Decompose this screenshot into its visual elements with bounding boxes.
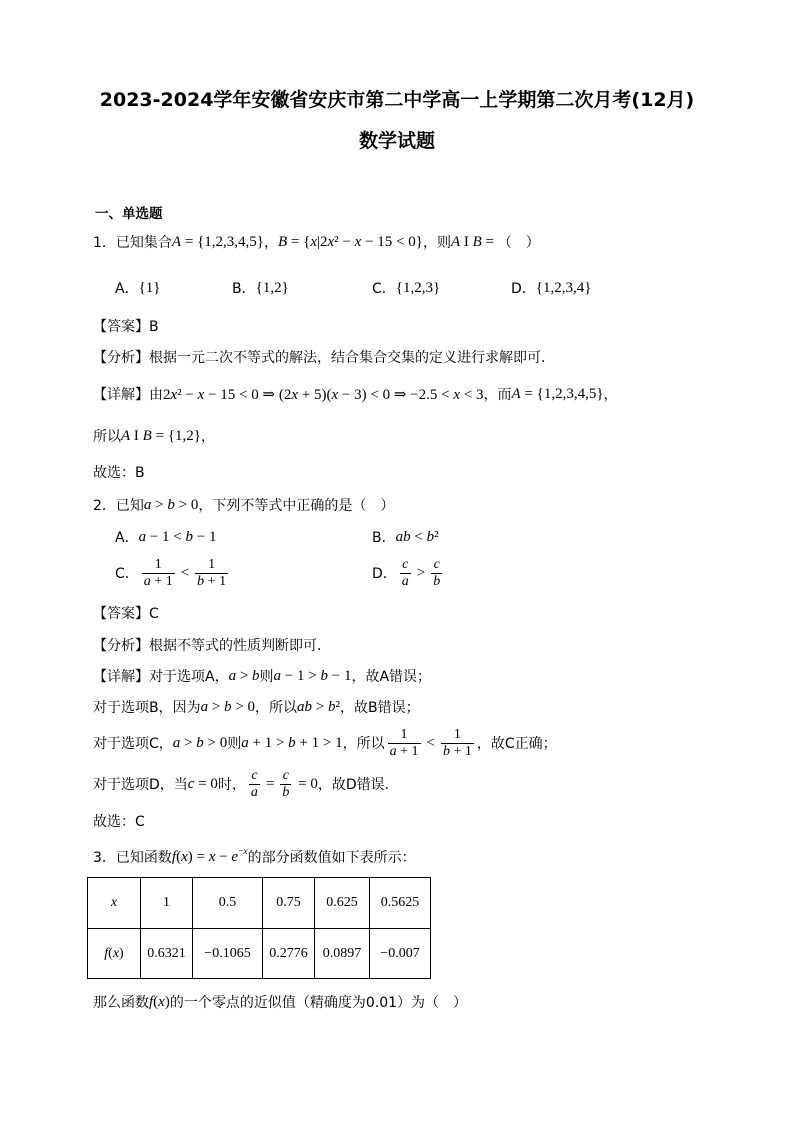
fraction [400, 557, 411, 590]
set-a: A = {1,2,3,4,5} [511, 385, 604, 402]
table-cell: −0.007 [370, 929, 431, 979]
q3-question-text: 的一个零点的近似值（精确度为0.01）为（ ） [169, 995, 468, 1011]
q1-stem [93, 230, 540, 254]
math-variable: b [196, 734, 204, 751]
math-variable: a [228, 667, 237, 684]
math-variable: e [231, 848, 239, 865]
detail-connector: 时， [217, 777, 246, 793]
exam-title: 2023-2024学年安徽省安庆市第二中学高一上学期第二次月考(12月) [99, 89, 695, 111]
inequality-derivation: 2x² − x − 15 < 0 ⇒ (2x + 5)(x − 3) < 0 ⇒ −2.5 < x < 3 [163, 386, 484, 403]
option-label: B． [372, 530, 396, 546]
math-variable: A [511, 385, 521, 402]
detail-conclusion: ，故B错误； [340, 700, 420, 716]
punctuation: ， [200, 429, 215, 445]
table-row-header [88, 878, 141, 929]
operator: = [265, 775, 275, 792]
q2-option-b [372, 525, 439, 549]
operator: > [416, 564, 426, 581]
math-variable: A [121, 427, 131, 444]
answer-text: 【答案】B [93, 319, 159, 335]
fraction [388, 727, 421, 760]
fraction-denominator [249, 784, 260, 801]
q1-detail-line-1 [93, 382, 618, 406]
q1-option-d [511, 276, 591, 300]
option-label: D． [372, 566, 397, 582]
math-variable: b [328, 698, 336, 715]
q2-lead: 2．已知 [93, 498, 144, 514]
fraction-denominator [280, 784, 291, 801]
math-variable: x [197, 386, 205, 403]
fraction [280, 768, 291, 801]
option-value: {1,2,3,4} [535, 279, 592, 296]
math-variable: a [250, 784, 258, 800]
q3-question [93, 990, 467, 1014]
q2-detail-a [93, 664, 431, 688]
answer-blank: （ ） [497, 235, 540, 251]
table-row-header: f(x) [88, 929, 141, 979]
math-variable: x [354, 233, 362, 250]
table-cell: 0.5 [193, 878, 263, 929]
fraction-denominator [400, 573, 411, 590]
math-variable: x [291, 386, 298, 403]
option-label: C． [115, 566, 139, 582]
math-variable: c [187, 775, 195, 792]
math-variable: B [472, 233, 482, 250]
table-cell: 0.6321 [141, 929, 193, 979]
math-variable: x [110, 895, 118, 910]
math-variable: f [104, 945, 109, 961]
math-variable: A [450, 233, 461, 250]
detail-connector: ，所以 [255, 700, 298, 716]
math-variable: b [304, 698, 313, 715]
table-cell: −0.1065 [193, 929, 263, 979]
math-variable: b [426, 528, 435, 545]
option-label: A． [115, 530, 139, 546]
q2-detail-b [93, 695, 420, 719]
option-value: {1,2} [255, 279, 289, 296]
math-expression: c = 0 [187, 775, 218, 792]
option-value: a − 1 < b − 1 [138, 528, 217, 545]
fraction-denominator: a + 1 [143, 573, 173, 589]
detail-lead: 对于选项C， [93, 736, 173, 752]
intersection-result: A I B = {1,2} [121, 427, 201, 444]
math-variable: x [158, 993, 165, 1010]
math-variable: a [401, 573, 409, 589]
q1-option-c [372, 276, 440, 300]
math-variable: a [200, 698, 209, 715]
fraction-numerator [280, 768, 291, 784]
math-variable: b [320, 667, 328, 684]
math-variable: b [185, 528, 194, 545]
math-variable: b [403, 528, 411, 545]
detail-conclusion: ，故C正确； [476, 736, 557, 752]
detail-lead: 所以 [93, 429, 121, 445]
detail-connector: ，而 [483, 387, 512, 403]
set-a: A = {1,2,3,4,5} [171, 233, 264, 250]
section-heading-text: 一、单选题 [95, 206, 163, 222]
math-expression: a > b > 0 [172, 734, 228, 751]
analysis-text: 【分析】根据一元二次不等式的解法，结合集合交集的定义进行求解即可. [93, 350, 546, 366]
operator: < [426, 734, 435, 751]
detail-lead: 对于选项D，当 [93, 777, 188, 793]
q2-analysis [93, 633, 321, 657]
math-variable: x [170, 386, 178, 403]
math-expression: ab > b² [297, 698, 341, 715]
fraction-numerator: 1 [453, 726, 461, 742]
set-b: B = {x|2x² − x − 15 < 0} [277, 233, 423, 250]
fraction-denominator: a + 1 [389, 743, 419, 759]
function-value-table [87, 877, 431, 979]
table-cell: 0.0897 [315, 929, 370, 979]
math-variable: a [138, 528, 147, 545]
math-variable: B [142, 427, 152, 444]
intersection-expression: A I B = [450, 233, 495, 250]
q1-answer [93, 314, 159, 338]
math-expression: a − 1 > b − 1 [273, 667, 352, 684]
q3-lead: 3．已知函数 [93, 850, 172, 866]
option-value: ab < b² [395, 528, 439, 545]
punctuation: ， [603, 387, 618, 403]
detail-conclusion: ，故D错误. [317, 777, 390, 793]
exam-subtitle: 数学试题 [358, 130, 435, 152]
table-cell: 0.2776 [263, 929, 315, 979]
math-variable: a [297, 698, 305, 715]
table-cell: 0.625 [315, 878, 370, 929]
fraction-numerator: 1 [400, 726, 408, 742]
math-variable: x [112, 945, 120, 961]
q3-description: 的部分函数值如下表所示： [247, 850, 416, 866]
section-heading [95, 200, 163, 224]
math-variable: b [167, 496, 175, 513]
math-variable: b [442, 743, 450, 759]
fraction-numerator [400, 557, 411, 573]
math-variable: b [282, 784, 290, 800]
q1-analysis [93, 345, 545, 369]
option-value: {1,2,3} [395, 279, 441, 296]
math-variable: a [143, 496, 152, 513]
fraction-denominator: b + 1 [197, 573, 227, 589]
table-cell: 1 [141, 878, 193, 929]
math-variable: c [402, 556, 409, 572]
math-expression: a + 1 > b + 1 > 1 [241, 734, 343, 751]
q2-condition: a > b > 0 [143, 496, 199, 513]
q1-connector: ，则 [422, 235, 451, 251]
function-name: f(x) [149, 993, 170, 1010]
q1-option-b [232, 276, 289, 300]
math-variable: x [208, 848, 216, 865]
table-cell: 0.5625 [370, 878, 431, 929]
exponent: −x [238, 847, 248, 857]
math-variable: b [252, 667, 260, 684]
q2-detail-c [93, 723, 557, 763]
q2-option-c [115, 553, 231, 593]
q1-option-a [115, 276, 160, 300]
math-expression: a > b [228, 667, 260, 684]
math-variable: c [433, 556, 440, 572]
math-variable: a [395, 528, 404, 545]
analysis-text: 【分析】根据不等式的性质判断即可. [93, 638, 322, 654]
option-label: B． [232, 281, 256, 297]
math-expression: = 0 [298, 775, 318, 792]
math-variable: f [149, 993, 154, 1010]
detail-lead: 对于选项B，因为 [93, 700, 201, 716]
detail-conclusion: ，故A错误； [351, 669, 432, 685]
math-variable: a [273, 667, 282, 684]
math-variable: b [197, 573, 205, 589]
math-variable: a [143, 573, 151, 589]
fraction [431, 557, 442, 590]
q2-option-a [115, 525, 216, 549]
answer-text: 【答案】C [93, 606, 159, 622]
q3-stem [93, 845, 416, 869]
fraction [142, 557, 175, 590]
math-variable: b [224, 698, 232, 715]
option-label: C． [372, 281, 396, 297]
math-variable: x [453, 386, 461, 403]
fraction [195, 557, 228, 590]
q2-option-d [372, 553, 445, 593]
math-variable: a [172, 734, 181, 751]
fraction [249, 768, 260, 801]
math-variable: x [181, 848, 188, 865]
fraction-numerator: 1 [208, 556, 216, 572]
detail-lead: 【详解】由 [93, 387, 163, 403]
math-variable: a [241, 734, 249, 751]
option-label: A． [115, 281, 139, 297]
math-variable: A [171, 233, 182, 250]
q1-detail-line-2 [93, 424, 215, 448]
q2-stem [93, 493, 394, 517]
math-variable: x [310, 233, 317, 250]
fraction-denominator: b + 1 [442, 743, 472, 759]
fraction-numerator [249, 768, 260, 784]
q1-selection [93, 460, 145, 484]
function-definition: f(x) = x − e [171, 848, 239, 865]
math-variable: b [288, 734, 296, 751]
fraction-numerator: 1 [154, 556, 162, 572]
q3-question-lead: 那么函数 [93, 995, 149, 1011]
math-variable: c [282, 767, 289, 783]
math-variable: b [433, 573, 441, 589]
table-row [88, 929, 431, 979]
math-variable: a [389, 743, 397, 759]
math-expression: a > b > 0 [200, 698, 256, 715]
detail-connector: 则 [259, 669, 274, 685]
math-variable: B [277, 233, 288, 250]
table-row [88, 878, 431, 929]
fraction-numerator [431, 557, 442, 573]
selection-text: 故选：B [93, 465, 145, 481]
math-variable: x [327, 233, 335, 250]
q2-question: ，下列不等式中正确的是（ ） [198, 498, 395, 514]
q2-selection [93, 809, 145, 833]
operator: < [180, 564, 190, 581]
fraction [441, 727, 474, 760]
detail-connector: ，所以 [342, 736, 385, 752]
math-variable: x [243, 847, 248, 857]
q2-detail-d [93, 764, 389, 804]
detail-lead: 【详解】对于选项A， [93, 669, 229, 685]
math-variable: f [171, 848, 177, 865]
q1-lead: 1．已知集合 [93, 235, 172, 251]
table-cell: 0.75 [263, 878, 315, 929]
q2-answer [93, 601, 159, 625]
math-variable: x [331, 386, 339, 403]
option-value: {1} [138, 279, 161, 296]
selection-text: 故选：C [93, 814, 145, 830]
math-variable: c [251, 767, 258, 783]
punctuation: ， [263, 235, 278, 251]
detail-connector: 则 [227, 736, 242, 752]
option-label: D． [511, 281, 536, 297]
fraction-denominator [431, 573, 442, 590]
